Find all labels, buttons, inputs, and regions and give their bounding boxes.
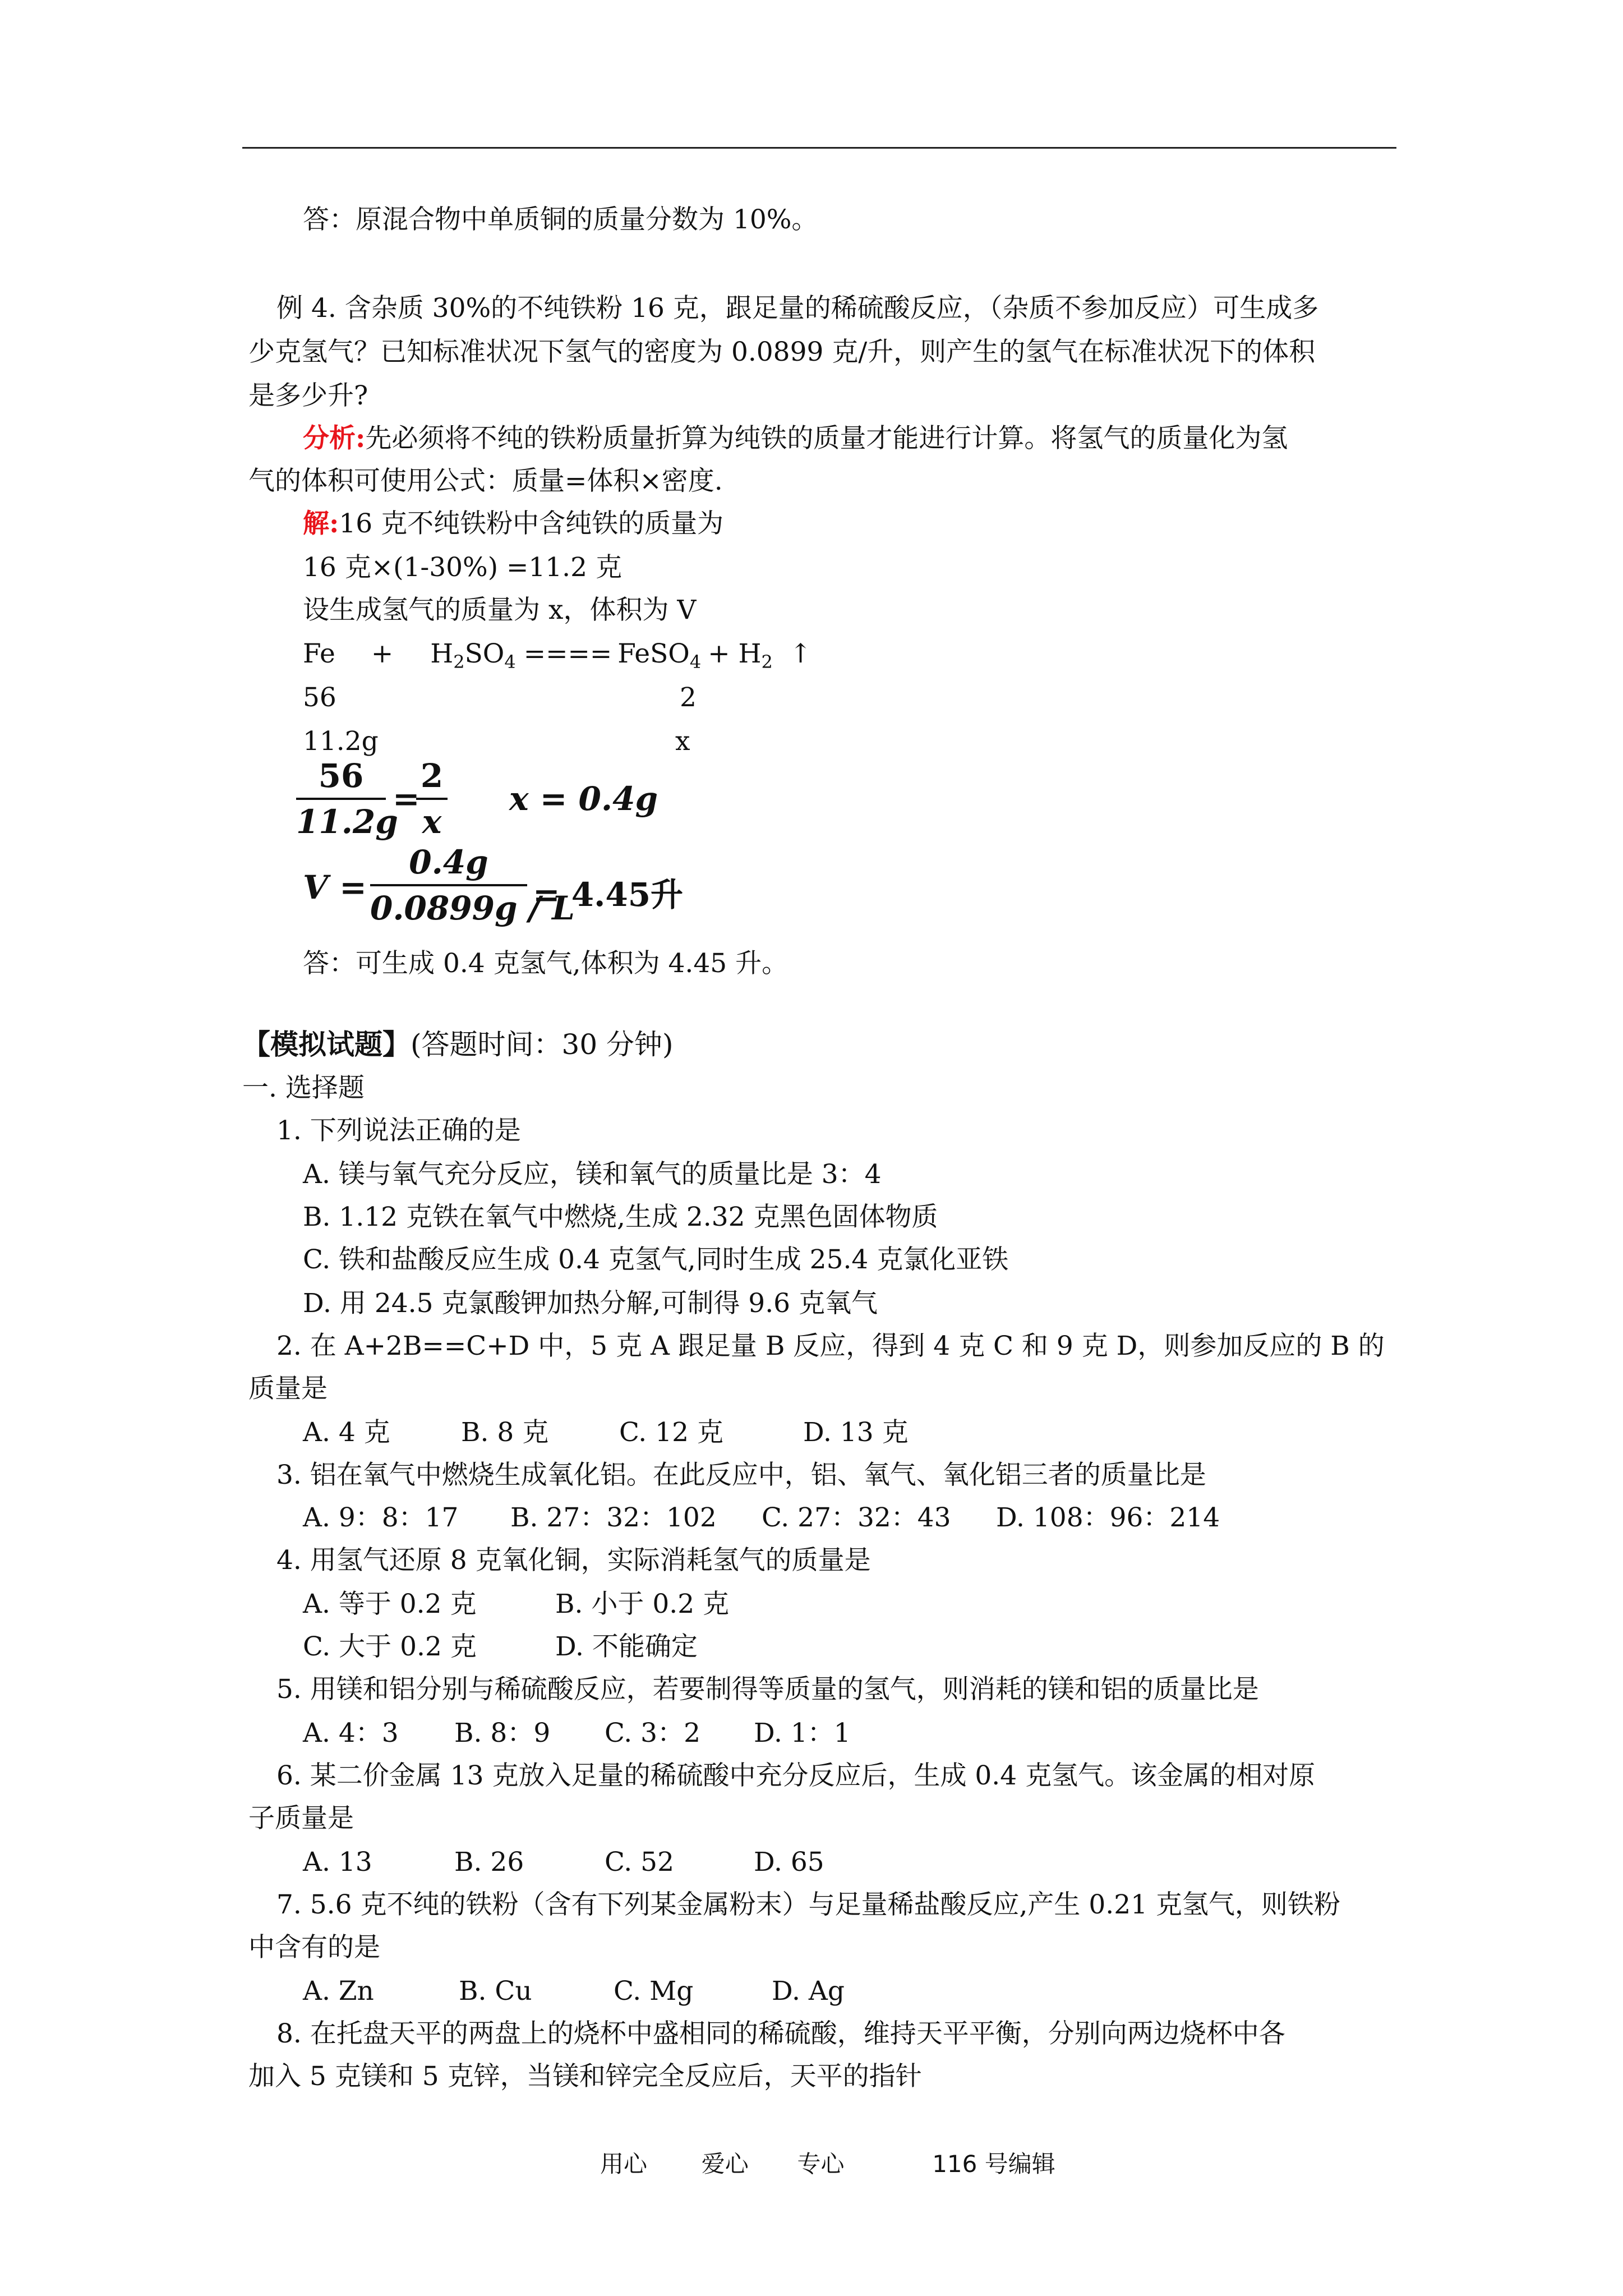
section-heading: 一. 选择题 bbox=[242, 1073, 365, 1103]
q1-option-d: D. 用 24.5 克氯酸钾加热分解,可制得 9.6 克氧气 bbox=[303, 1288, 878, 1319]
eq-plus: + bbox=[371, 638, 394, 669]
eq-so: SO bbox=[464, 638, 505, 669]
eq-sub: 4 bbox=[689, 651, 702, 673]
fraction-denominator: 0.0899g / L bbox=[370, 889, 575, 927]
q5-option-c: C. 3：2 bbox=[605, 1718, 700, 1749]
q6-option-a: A. 13 bbox=[303, 1847, 372, 1878]
footer-word: 用心 bbox=[600, 2150, 648, 2178]
analysis-text1: 先必须将不纯的铁粉质量折算为纯铁的质量才能进行计算。将氢气的质量化为氢 bbox=[365, 423, 1288, 454]
q1-stem: 1. 下列说法正确的是 bbox=[276, 1115, 521, 1146]
q2-option-c: C. 12 克 bbox=[619, 1417, 723, 1448]
header-rule bbox=[242, 147, 1396, 149]
fraction-bar bbox=[416, 798, 448, 800]
fraction-numerator: 56 bbox=[318, 757, 364, 795]
q2-option-b: B. 8 克 bbox=[461, 1417, 549, 1448]
fraction-numerator: 2 bbox=[420, 757, 444, 795]
q2-option-d: D. 13 克 bbox=[803, 1417, 909, 1448]
equals-sign: = bbox=[393, 780, 420, 818]
q4-option-a: A. 等于 0.2 克 bbox=[303, 1589, 477, 1619]
solution-text1: 16 克不纯铁粉中含纯铁的质量为 bbox=[339, 508, 724, 539]
q6-option-d: D. 65 bbox=[754, 1847, 824, 1878]
fraction-bar bbox=[296, 798, 386, 800]
q3-option-b: B. 27：32：102 bbox=[510, 1502, 717, 1533]
q6-option-c: C. 52 bbox=[605, 1847, 674, 1878]
eq-sub: 4 bbox=[504, 651, 516, 673]
solution-label: 解: bbox=[303, 508, 339, 539]
q3-stem: 3. 铝在氧气中燃烧生成氧化铝。在此反应中，铝、氧气、氧化铝三者的质量比是 bbox=[276, 1460, 1206, 1490]
q1-option-c: C. 铁和盐酸反应生成 0.4 克氢气,同时生成 25.4 克氯化亚铁 bbox=[303, 1244, 1009, 1275]
q2-stem-line2: 质量是 bbox=[248, 1373, 328, 1404]
q5-option-a: A. 4：3 bbox=[303, 1718, 399, 1749]
mock-title: 【模拟试题】 bbox=[242, 1028, 411, 1061]
q3-option-a: A. 9：8：17 bbox=[303, 1502, 459, 1533]
q2-stem-line1: 2. 在 A+2B==C+D 中，5 克 A 跟足量 B 反应，得到 4 克 C 和 9 克 D，则参加反应的 B 的 bbox=[276, 1331, 1385, 1361]
q7-option-b: B. Cu bbox=[459, 1976, 532, 2007]
q4-option-b: B. 小于 0.2 克 bbox=[555, 1589, 730, 1619]
analysis-label: 分析: bbox=[303, 423, 366, 454]
q7-stem-line2: 中含有的是 bbox=[248, 1932, 380, 1963]
q7-option-c: C. Mg bbox=[614, 1976, 694, 2007]
eq-h: H bbox=[430, 638, 454, 669]
fraction-numerator: 0.4g bbox=[409, 843, 488, 881]
eq-arrow: ==== bbox=[523, 638, 612, 669]
fraction-denominator: x bbox=[422, 803, 442, 841]
volume-result: = 4.45升 bbox=[533, 876, 684, 914]
eq-fe: Fe bbox=[303, 638, 335, 669]
example4-line1: 例 4. 含杂质 30%的不纯铁粉 16 克，跟足量的稀硫酸反应，（杂质不参加反应）可生成多 bbox=[276, 293, 1319, 324]
mass-fe: 11.2g bbox=[303, 726, 379, 757]
footer-word: 爱心 bbox=[701, 2150, 749, 2178]
q7-stem-line1: 7. 5.6 克不纯的铁粉（含有下列某金属粉末）与足量稀盐酸反应,产生 0.21 克氢气，则铁粉 bbox=[276, 1889, 1340, 1920]
volume-label: V = bbox=[303, 868, 367, 907]
eq-h2: + H bbox=[708, 638, 762, 669]
fraction-fe bbox=[296, 756, 398, 841]
q5-stem: 5. 用镁和铝分别与稀硫酸反应，若要制得等质量的氢气，则消耗的镁和铝的质量比是 bbox=[276, 1674, 1259, 1705]
mr-h2: 2 bbox=[680, 682, 697, 713]
eq-sub: 2 bbox=[453, 651, 465, 673]
q3-option-c: C. 27：32：43 bbox=[762, 1502, 951, 1533]
page-footer bbox=[600, 2150, 1055, 2179]
fraction-bar bbox=[370, 884, 527, 886]
result-x: x = 0.4g bbox=[509, 780, 658, 818]
eq-feso: FeSO bbox=[617, 638, 690, 669]
eq-sub: 2 bbox=[761, 651, 773, 673]
solution-line3: 设生成氢气的质量为 x，体积为 V bbox=[303, 595, 697, 625]
fraction-volume bbox=[370, 843, 575, 928]
footer-editor: 116 号编辑 bbox=[932, 2150, 1055, 2178]
solution-line2: 16 克×(1-30%) =11.2 克 bbox=[303, 552, 622, 583]
q6-stem-line1: 6. 某二价金属 13 克放入足量的稀硫酸中充分反应后，生成 0.4 克氢气。该金属的相对原 bbox=[276, 1760, 1316, 1791]
q4-stem: 4. 用氢气还原 8 克氧化铜，实际消耗氢气的质量是 bbox=[276, 1545, 871, 1576]
fraction-denominator: 11.2g bbox=[296, 803, 398, 841]
q6-stem-line2: 子质量是 bbox=[248, 1803, 354, 1834]
analysis-line2: 气的体积可使用公式：质量=体积×密度. bbox=[248, 466, 723, 496]
q7-option-a: A. Zn bbox=[303, 1976, 374, 2007]
q1-option-b: B. 1.12 克铁在氧气中燃烧,生成 2.32 克黑色固体物质 bbox=[303, 1202, 938, 1232]
up-arrow-icon: ↑ bbox=[789, 638, 812, 669]
chemical-equation bbox=[303, 637, 811, 671]
q8-stem-line1: 8. 在托盘天平的两盘上的烧杯中盛相同的稀硫酸，维持天平平衡，分别向两边烧杯中各 bbox=[276, 2018, 1285, 2049]
q5-option-d: D. 1：1 bbox=[754, 1718, 851, 1749]
mock-title-line bbox=[242, 1028, 674, 1061]
previous-answer: 答：原混合物中单质铜的质量分数为 10%。 bbox=[303, 204, 818, 235]
q4-option-d: D. 不能确定 bbox=[555, 1631, 698, 1662]
mock-time: (答题时间：30 分钟) bbox=[411, 1028, 674, 1061]
q2-option-a: A. 4 克 bbox=[303, 1417, 390, 1448]
example4-line2: 少克氢气？已知标准状况下氢气的密度为 0.0899 克/升，则产生的氢气在标准状况下的体积 bbox=[248, 337, 1316, 367]
mass-h2: x bbox=[675, 726, 690, 757]
q3-option-d: D. 108：96：214 bbox=[996, 1502, 1220, 1533]
example4-answer: 答：可生成 0.4 克氢气,体积为 4.45 升。 bbox=[303, 948, 789, 979]
q7-option-d: D. Ag bbox=[772, 1976, 845, 2007]
q6-option-b: B. 26 bbox=[454, 1847, 524, 1878]
q1-option-a: A. 镁与氧气充分反应，镁和氧气的质量比是 3：4 bbox=[303, 1159, 882, 1190]
q5-option-b: B. 8：9 bbox=[454, 1718, 551, 1749]
q4-option-c: C. 大于 0.2 克 bbox=[303, 1631, 477, 1662]
solution-line1 bbox=[303, 507, 723, 541]
q8-stem-line2: 加入 5 克镁和 5 克锌，当镁和锌完全反应后，天平的指针 bbox=[248, 2061, 922, 2092]
fraction-h2 bbox=[416, 756, 448, 841]
analysis-line1 bbox=[303, 422, 1288, 455]
mr-fe: 56 bbox=[303, 682, 336, 713]
example4-line3: 是多少升? bbox=[248, 380, 368, 411]
footer-word: 专心 bbox=[797, 2150, 845, 2178]
